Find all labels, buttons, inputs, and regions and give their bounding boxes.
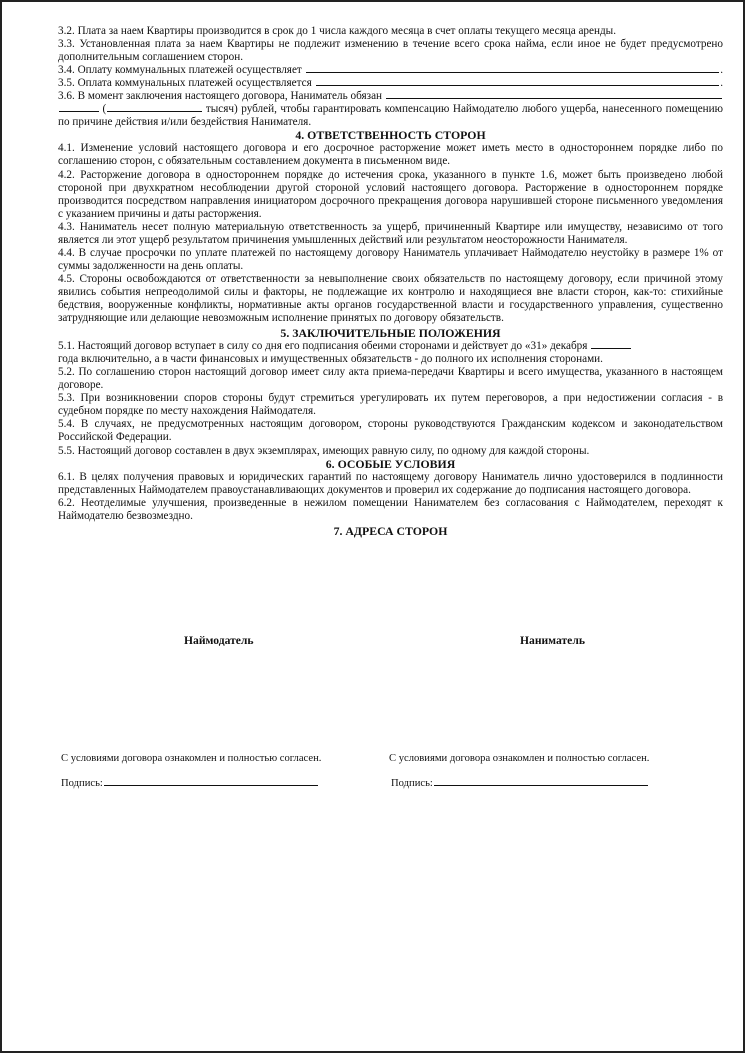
tenant-signature (391, 777, 648, 790)
clause-5-1-cont: года включительно, а в части финансовых и имущественных обязательств - до полного их исполнения сторонами. (58, 353, 603, 366)
section-4-heading: 4. ОТВЕТСТВЕННОСТЬ СТОРОН (295, 128, 486, 143)
clause-5-3: 5.3. При возникновении споров стороны будут стремиться урегулировать их путем переговоров, а при недостижении согласия - в судебном порядке по месту нахождения Наймодателя. (58, 392, 723, 418)
clause-5-2: 5.2. По соглашению сторон настоящий договор имеет силу акта приема-передачи Квартиры и всего имущества, указанного в настоящем договоре. (58, 366, 723, 392)
clause-5-1-line1: 5.1. Настоящий договор вступает в силу со дня его подписания обеими сторонами и действует до «31» декабря (58, 340, 723, 353)
blank-line (306, 72, 719, 73)
clause-3-6-cont: ( тысяч) рублей, чтобы гарантировать компенсацию Наймодателю любого ущерба, нанесенного помещению по причине действия и/или бездействия Нанимателя. (58, 103, 723, 129)
clause-3-4: 3.4. Оплату коммунальных платежей осуществляет . (58, 64, 723, 77)
tenant-title: Наниматель (520, 634, 585, 647)
clause-3-5: 3.5. Оплата коммунальных платежей осуществляется . (58, 77, 723, 90)
contract-body (58, 25, 723, 538)
signature-label: Подпись: (61, 778, 103, 789)
tenant-consent: С условиями договора ознакомлен и полностью согласен. (389, 753, 650, 764)
clause-5-4: 5.4. В случаях, не предусмотренных настоящим договором, стороны руководствуются Гражданским кодексом и законодательством Российской Федерации. (58, 418, 723, 444)
signature-line (434, 785, 648, 786)
clause-4-2: 4.2. Расторжение договора в одностороннем порядке до истечения срока, указанного в пункте 1.6, может быть произведено любой стороной при двухкратном несоблюдении другой стороной условий настоящего договора. Расторжение в одностороннем порядке производится посредством направления инициатором досрочного прекращения договора нарушившей стороне письменного уведомления с указанием причины и даты расторжения. (58, 168, 723, 220)
blank-line (386, 98, 722, 99)
section-5-heading: 5. ЗАКЛЮЧИТЕЛЬНЫЕ ПОЛОЖЕНИЯ (280, 326, 501, 341)
clause-3-3: 3.3. Установленная плата за наем Квартиры не подлежит изменению в течение всего срока найма, если иное не будет предусмотрено дополнительным соглашением сторон. (58, 38, 723, 64)
clause-4-5: 4.5. Стороны освобождаются от ответственности за невыполнение своих обязательств по настоящему договору, если причиной этому явились события непреодолимой силы и факторы, не подлежащие их контролю и находящиеся вне власти сторон, как-то: стихийные бедствия, вооруженные конфликты, нормативные акты органов государственной власти и государственного управления, существенно затрудняющие или делающие невозможным исполнение принятых по договору обязательств. (58, 272, 723, 325)
blank-year (591, 348, 631, 349)
clause-5-5: 5.5. Настоящий договор составлен в двух экземплярах, имеющих равную силу, по одному для каждой стороны. (58, 444, 590, 457)
clause-6-2: 6.2. Неотделимые улучшения, произведенные в нежилом помещении Нанимателем без согласования с Наймодателем, переходят к Наймодателю безвозмездно. (58, 496, 723, 522)
clause-4-3: 4.3. Наниматель несет полную материальную ответственность за ущерб, причиненный Квартире или имуществу, независимо от того является ли этот ущерб результатом причинения умышленных действий или результатом неосторожности Нанимателя. (58, 220, 723, 246)
landlord-signature (61, 777, 318, 790)
clause-4-4: 4.4. В случае просрочки по уплате платежей по настоящему договору Наниматель уплачивает Наймодателю неустойку в размере 1% от суммы задолженности на день оплаты. (58, 246, 723, 272)
landlord-title: Наймодатель (184, 634, 254, 647)
clause-4-1: 4.1. Изменение условий настоящего договора и его досрочное расторжение может иметь место в одностороннем порядке либо по соглашению сторон, с обязательным составлением документа в письменном виде. (58, 142, 723, 168)
blank-amount-words (107, 111, 202, 112)
signature-line (104, 785, 318, 786)
blank-amount (59, 111, 99, 112)
blank-line (316, 85, 719, 86)
landlord-consent: С условиями договора ознакомлен и полностью согласен. (61, 753, 322, 764)
signature-label: Подпись: (391, 778, 433, 789)
clause-6-1: 6.1. В целях получения правовых и юридических гарантий по настоящему договору Наниматель лично удостоверился в подлинности представленных Наймодателем правоустанавливающих документов и проверил их содержание до подписания настоящего договора. (58, 470, 723, 496)
section-6-heading: 6. ОСОБЫЕ УСЛОВИЯ (325, 456, 456, 471)
section-7-heading: 7. АДРЕСА СТОРОН (333, 523, 448, 538)
clause-3-2: 3.2. Плата за наем Квартиры производится в срок до 1 числа каждого месяца в счет оплаты текущего месяца аренды. (58, 25, 616, 37)
clause-3-6-line1: 3.6. В момент заключения настоящего договора, Наниматель обязан (58, 90, 723, 103)
